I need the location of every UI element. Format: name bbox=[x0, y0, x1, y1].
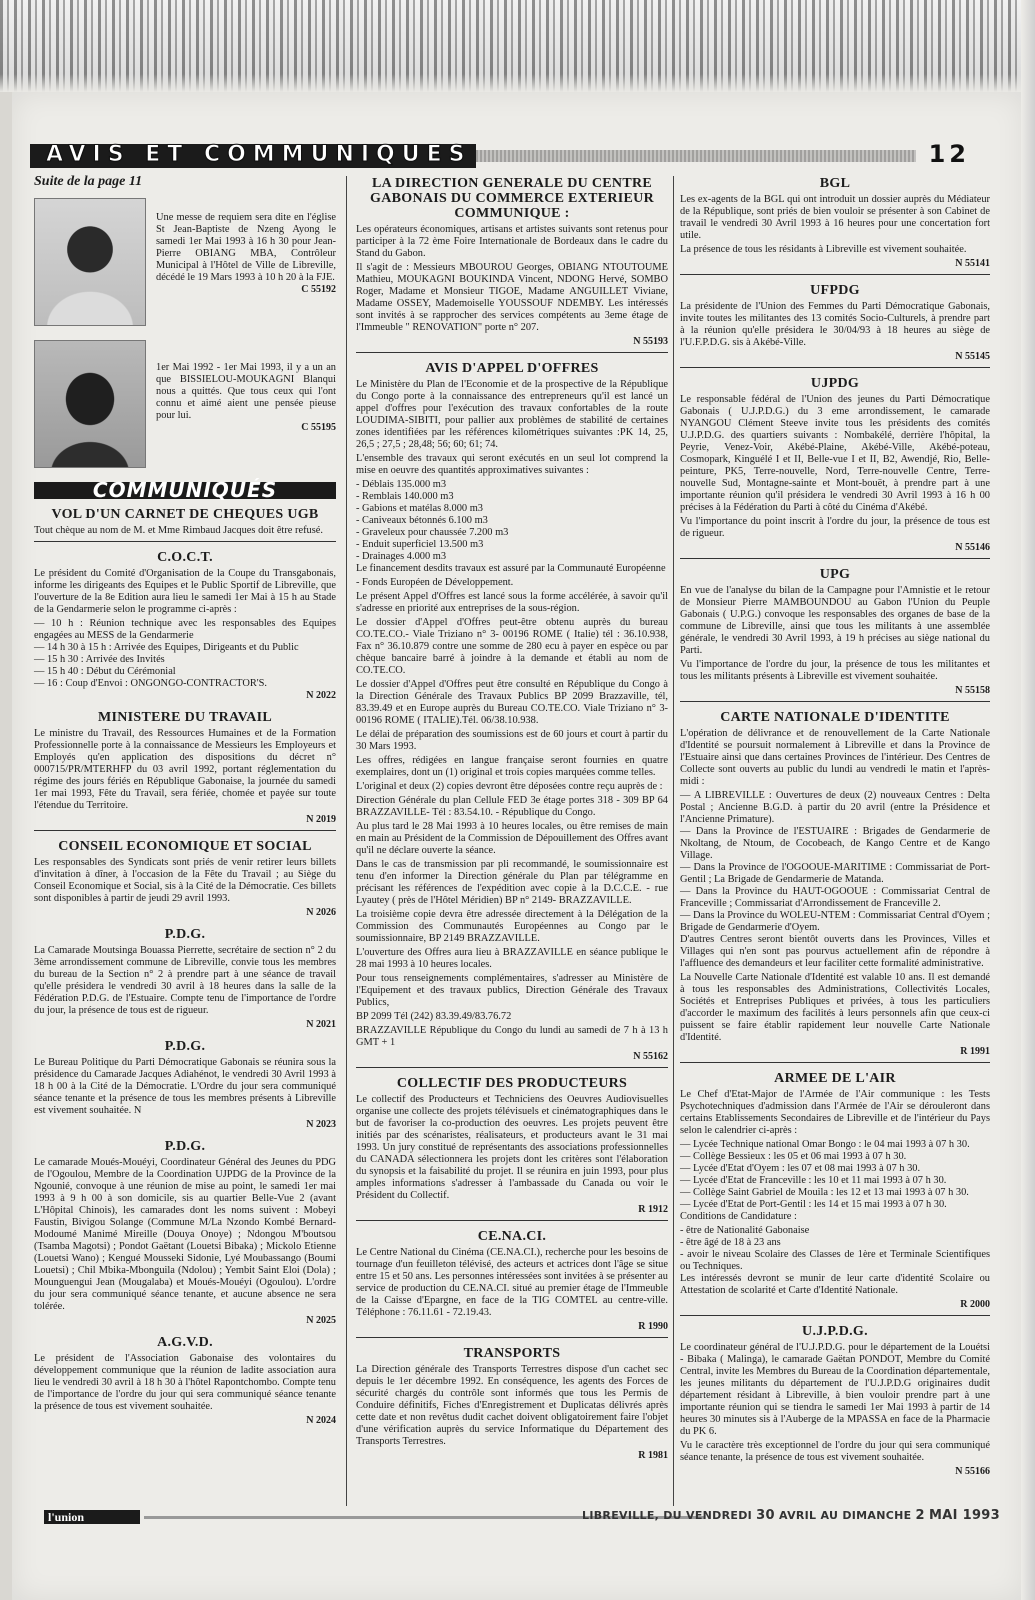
column-2 bbox=[356, 176, 668, 1462]
list-item: — 15 h 40 : Début du Cérémonial bbox=[34, 666, 176, 677]
list-item: — Lycée d'Etat d'Oyem : les 07 et 08 mai 1993 à 07 h 30. bbox=[680, 1163, 921, 1174]
ad-ref: N 2023 bbox=[306, 1119, 336, 1130]
list-item: — Dans la Province du WOLEU-NTEM : Commissariat Central d'Oyem ; Brigade de Gendarmerie d'Oyem. bbox=[680, 910, 990, 933]
notice-text: L'ouverture des Offres aura lieu à BRAZZAVILLE en séance publique le 28 mai 1993 à 10 heures locales. bbox=[356, 947, 668, 970]
notice-text: L'ensemble des travaux qui seront exécutés en un seul lot comprend la mise en oeuvre des quantités approximatives suivantes : bbox=[356, 453, 668, 476]
list-item: — 10 h : Réunion technique avec les responsables des Equipes engagées au MESS de la Gendarmerie bbox=[34, 618, 336, 641]
divider bbox=[680, 701, 990, 702]
ad-ref: N 2024 bbox=[306, 1415, 336, 1426]
list-item: — 16 : Coup d'Envoi : ONGONGO-CONTRACTOR'S. bbox=[34, 678, 268, 689]
notice-title: P.D.G. bbox=[164, 1139, 206, 1154]
notice-text: D'autres Centres seront bientôt ouverts dans les Provinces, Villes et Villages qui n'en sont pas pourvus actuellement afin de répondre à l'affluence des demandeurs et leur faciliter cette formalité administrative. bbox=[680, 934, 990, 969]
notice-text: - Fonds Européen de Développement. bbox=[356, 577, 514, 588]
list-item: - avoir le niveau Scolaire des Classes de 1ère et Terminale Scientifiques ou Techniques. bbox=[680, 1249, 990, 1272]
list-item: — Lycée d'Etat de Port-Gentil : les 14 et 15 mai 1993 à 07 h 30. bbox=[680, 1199, 947, 1210]
list-item: - Déblais 135.000 m3 bbox=[356, 479, 447, 490]
divider bbox=[680, 1315, 990, 1316]
notice-text: Les ex-agents de la BGL qui ont introduit un dossier auprès du Médiateur de la République, sont priés de bien vouloir se présenter à son Cabinet de travail le vendredi 30 Avril 1993 à 16 heures pour une concertation fort utile. bbox=[680, 194, 990, 241]
notice-title: LA DIRECTION GENERALE DU CENTRE GABONAIS DU COMMERCE EXTERIEUR COMMUNIQUE : bbox=[370, 176, 654, 221]
list-item: — 14 h 30 à 15 h : Arrivée des Equipes, Dirigeants et du Public bbox=[34, 642, 299, 653]
notice-text: Le Bureau Politique du Parti Démocratique Gabonais se réunira sous la présidence du Camarade Jacques Adiahénot, le vendredi 30 Avril 1993 à 18 h 00 à la Cité de la Démocratie. L'Ordre du jour sera communiqué séance tenante et la présence de tous les membres présents à Libreville est vivement souhaitée. N bbox=[34, 1057, 336, 1116]
list-item: — Dans la Province du HAUT-OGOOUE : Commissariat Central de Franceville ; Commissariat d'Arrondissement de Franceville 2. bbox=[680, 886, 990, 909]
page-footer bbox=[44, 1510, 1000, 1524]
notice-text: Tout chèque au nom de M. et Mme Rimbaud Jacques doit être refusé. bbox=[34, 525, 323, 536]
header-rule bbox=[476, 150, 916, 162]
notice-text: Pour tous renseignements complémentaires, s'adresser au Ministère de l'Equipement et des travaux publics, Direction Générale des Travaux Publics, bbox=[356, 973, 668, 1008]
list-item: — Dans la Province de l'ESTUAIRE : Brigades de Gendarmerie de Nkoltang, de Ntoum, de Cocobeach, de Kango Centre et de Kango Village. bbox=[680, 826, 990, 861]
scan-edge bbox=[1021, 0, 1035, 1600]
notice-text: Conditions de Candidature : bbox=[680, 1211, 797, 1222]
ad-ref: C 55192 bbox=[301, 284, 336, 295]
ad-ref: N 2022 bbox=[306, 690, 336, 701]
ad-ref: N 55146 bbox=[955, 542, 990, 553]
divider bbox=[680, 558, 990, 559]
notice-title: UPG bbox=[819, 567, 851, 582]
list-item: - Remblais 140.000 m3 bbox=[356, 491, 454, 502]
ad-ref: N 2019 bbox=[306, 814, 336, 825]
ad-ref: N 2026 bbox=[306, 907, 336, 918]
page-header bbox=[30, 140, 970, 168]
notice-text: BP 2099 Tél (242) 83.39.49/83.76.72 bbox=[356, 1011, 512, 1022]
ad-ref: N 55158 bbox=[955, 685, 990, 696]
notice-text: Les opérateurs économiques, artisans et artistes suivants sont retenus pour participer à la 72 ème Foire Internationale de Bordeaux dans le cadre du Stand du Gabon. bbox=[356, 224, 668, 259]
list-item: - Caniveaux bétonnés 6.100 m3 bbox=[356, 515, 488, 526]
list-item: — Lycée Technique national Omar Bongo : le 04 mai 1993 à 07 h 30. bbox=[680, 1139, 970, 1150]
list-item: — A LIBREVILLE : Ouvertures de deux (2) nouveaux Centres : Delta Postal ; Ancienne B.G.D. à partir du 20 avril (entre la Présidence et l'Ancienne Primature). bbox=[680, 790, 990, 825]
ad-ref: C 55195 bbox=[301, 422, 336, 433]
notice-text: BRAZZAVILLE République du Congo du lundi au samedi de 7 h à 13 h GMT + 1 bbox=[356, 1025, 668, 1048]
ad-ref: N 2021 bbox=[306, 1019, 336, 1030]
communiques-banner: COMMUNIQUÉS bbox=[34, 482, 336, 499]
notice-text: Le dossier d'Appel d'Offres peut-être obtenu auprès du bureau CO.TE.CO.- Viale Triziano n° 3- 00196 ROME ( Italie) tél : 36.10.938, Fax n° 36.10.879 contre une somme de 280 ecu à payer en espèce ou par chèque bancaire barré à joindre à la demande et établi au nom de CO.TE.CO. bbox=[356, 617, 668, 676]
ad-ref: R 2000 bbox=[960, 1299, 990, 1310]
notice-text: Le coordinateur général de l'U.J.P.D.G. pour le département de la Louétsi - Bibaka ( Malinga), le camarade Gaëtan PONDOT, Membre du Comité Central, invite les Membres du Bureau de la Coordination départementale, les jeunes militants du département de l'U.J.P.D.G originaires dudit département résidant à Libreville, à bien vouloir prendre part à une importante réunion qui se tiendra le samedi 1er Mai 1993 à partir de 14 heures 30 minutes sis à l'Auberge de la MPASSA en face de la Pharmacie du PK 6. bbox=[680, 1342, 990, 1437]
divider bbox=[680, 274, 990, 275]
section-title: AVIS ET COMMUNIQUES bbox=[46, 142, 472, 167]
page-number: 12 bbox=[928, 140, 970, 168]
newspaper-logo: l'union bbox=[44, 1510, 140, 1524]
notice-text: Le Centre National du Cinéma (CE.NA.CI.), recherche pour les besoins de tournage d'un feuilleton télévisé, des acteurs et actrices dont l'âge se situe entre 15 et 50 ans. Les personnes intéressées sont invitées à se présenter au service de production du CE.NA.CI. situé au premier étage de l'Immeuble de la Caisse d'Epargne, en face de la TIG COMTEL au centre-ville. Téléphone : 76.11.61 - 72.19.43. bbox=[356, 1247, 668, 1318]
divider bbox=[356, 1337, 668, 1338]
notice-text: Le président du Comité d'Organisation de la Coupe du Transgabonais, informe les dirigeants des Equipes et le Public Sportif de Libreville, que l'ouverture de la 8e Edition aura lieu le samedi 1er Mai à 15 h au Stade de la Gendarmerie selon le programme ci-après : bbox=[34, 568, 336, 615]
notice-title: TRANSPORTS bbox=[463, 1346, 561, 1361]
notice-text: Le Ministère du Plan de l'Economie et de la prospective de la République du Congo porte à la connaissance des entrepreneurs qu'il est lancé un appel d'offres pour l'exécution des travaux confortables de la route LOUDIMA-SIBITI, pour pallier aux problèmes de stabilité de certaines zones identifiées par les références kilométriques suivantes :PK 14, 25, 26,5 ; 27,5 ; 28,48; 56; 60; 61; 74. bbox=[356, 379, 668, 450]
list-item: - Enduit superficiel 13.500 m3 bbox=[356, 539, 484, 550]
notice-title: CARTE NATIONALE D'IDENTITE bbox=[720, 710, 950, 725]
column-divider bbox=[346, 176, 347, 1506]
list-item: - Gabions et matélas 8.000 m3 bbox=[356, 503, 483, 514]
divider bbox=[34, 541, 336, 542]
notice-text: Les responsables des Syndicats sont priés de venir retirer leurs billets d'invitation à dîner, à l'occasion de la Fête du Travail ; au Siège du Conseil Economique et Social, sis à la Cité de la Démocratie. Ces billets sont disponibles à partir de jeudi 29 avril 1993. bbox=[34, 857, 336, 904]
notice-text: L'opération de délivrance et de renouvellement de la Carte Nationale d'Identité se poursuit normalement à Libreville et dans la Province de l'Estuaire ainsi que dans certaines Provinces de l'intérieur. Des Centres de Collecte sont ouverts au public du lundi au vendredi le matin et l'après-midi : bbox=[680, 728, 990, 787]
notice-text: En vue de l'analyse du bilan de la Campagne pour l'Amnistie et le retour de Monsieur Pierre MAMBOUNDOU au Gabon l'Union du Peuple Gabonais ( U.P.G.) convoque les responsables des organes de base de la commune de Libreville, ainsi que tous les militants à une assemblée générale, le vendredi 30 Avril 1993, à 19 h précises au siège national du Parti. bbox=[680, 585, 990, 656]
ad-ref: N 55193 bbox=[633, 336, 668, 347]
notice-title: CONSEIL ECONOMIQUE ET SOCIAL bbox=[58, 839, 312, 854]
notice-text: Les offres, rédigées en langue française seront fournies en quatre exemplaires, dont un (1) original et trois copies marquées comme telles. bbox=[356, 755, 668, 778]
date-prefix: LIBREVILLE, DU VENDREDI bbox=[582, 1509, 753, 1522]
list-item: — Collège Bessieux : les 05 et 06 mai 1993 à 07 h 30. bbox=[680, 1151, 907, 1162]
divider bbox=[34, 830, 336, 831]
ad-ref: N 55145 bbox=[955, 351, 990, 362]
column-1 bbox=[34, 176, 336, 1427]
notice-text: La présidente de l'Union des Femmes du Parti Démocratique Gabonais, invite toutes les militantes des 13 comités Socio-Culturels, à prendre part à la réunion qu'elle présidera le 30/04/93 à 18 heures au siège de l'U.F.P.D.G. sis à Akébé-Ville. bbox=[680, 301, 990, 348]
list-item: - Drainages 4.000 m3 bbox=[356, 551, 447, 562]
notice-title: A.G.V.D. bbox=[157, 1335, 213, 1350]
notice-title: BGL bbox=[819, 176, 851, 191]
ad-ref: R 1912 bbox=[638, 1204, 668, 1215]
notice-title: P.D.G. bbox=[164, 1039, 206, 1054]
notice-text: Vu le caractère très exceptionnel de l'ordre du jour qui sera communiqué séance tenante, la présence de tous est vivement souhaitée. bbox=[680, 1440, 990, 1463]
date-day1: 30 bbox=[756, 1508, 775, 1523]
notice-title: U.J.P.D.G. bbox=[802, 1324, 868, 1339]
notice-text: La Direction générale des Transports Terrestres dispose d'un cachet sec depuis le 1er décembre 1992. En conséquence, les agents des Forces de sécurité chargés du contrôle sont informés que tous les Permis de Conduire définitifs, Fiches d'Enregistrement et Duplicatas délivrés après cette date et non revêtus dudit cachet doivent obligatoirement faire l'objet d'une vérification auprès du service Informatique du Département des Transports Terrestres. bbox=[356, 1364, 668, 1447]
notice-text: Dans le cas de transmission par pli recommandé, le soumissionnaire est tenu d'en informer la Direction générale du Plan par télégramme en précisant les références de l'expédition avec copie à la D.C.C.E. - rue Lyautey ( près de l'Hôtel Méridien) BP n° 2149- BRAZZAVILLE. bbox=[356, 859, 668, 906]
notice-text: La troisième copie devra être adressée directement à la Délégation de la Commission des Communautés Européennes au Congo par le soumissionnaire, BP 2149 BRAZZAVILLE. bbox=[356, 909, 668, 944]
notice-title: COLLECTIF DES PRODUCTEURS bbox=[396, 1076, 628, 1091]
notice-text: Le Chef d'Etat-Major de l'Armée de l'Air communique : les Tests Psychotechniques d'admission dans l'Armée de l'Air se dérouleront dans certains Etablissements Secondaires de Libreville et de l'intérieur du Pays selon le calendrier ci-après : bbox=[680, 1089, 990, 1136]
divider bbox=[680, 367, 990, 368]
scan-margin bbox=[0, 0, 1035, 92]
notice-title: CE.NA.CI. bbox=[477, 1229, 547, 1244]
column-divider bbox=[673, 176, 674, 1506]
notice-text: Vu l'importance du point inscrit à l'ordre du jour, la présence de tous est de rigueur. bbox=[680, 516, 990, 539]
ad-ref: R 1981 bbox=[638, 1450, 668, 1461]
date-day2: 2 bbox=[915, 1508, 925, 1523]
notice-text: La Nouvelle Carte Nationale d'Identité est valable 10 ans. Il est demandé à tous les responsables des Administrations, Collectivités Locales, Sociétés et Entreprises Publiques et privées, à tous les particuliers d'accorder le maximum des facilités à leurs personnels afin que ceux-ci puissent se faire établir rapidement leur nouvelle Carte Nationale d'Identité. bbox=[680, 972, 990, 1043]
notice-text: Les intéressés devront se munir de leur carte d'identité Scolaire ou Attestation de scolarité et Carte d'Identité Nationale. bbox=[680, 1273, 990, 1296]
ad-ref: N 55162 bbox=[633, 1051, 668, 1062]
list-item: — Dans la Province de l'OGOOUE-MARITIME : Commissariat de Port-Gentil ; La Brigade de Gendarmerie de Matanda. bbox=[680, 862, 990, 885]
divider bbox=[356, 352, 668, 353]
list-item: — Lycée d'Etat de Franceville : les 10 et 11 mai 1993 à 07 h 30. bbox=[680, 1175, 947, 1186]
notice-title: ARMEE DE L'AIR bbox=[774, 1071, 896, 1086]
notice-text: Le responsable fédéral de l'Union des jeunes du Parti Démocratique Gabonais ( U.J.P.D.G.) du 3 eme arrondissement, le camarade NYANGOU Clément Steeve invite tous les présidents des comités U.J.P.D.G. des quartiers suivants : Nombakélé, derrière l'hôpital, la Peyrie, Venez-Voir, Akébé-Plaine, Akébé-Ville, Akébé-poteau, Cosmopark, Kinguélé I et II, Belle-vue I et II, B2, Awendjé, Rio, Belle-peinture, PK5, Terre-nouvelle, Nord, Terre-nouvelle Centre, Terre-nouvelle Sud, Montagne-sainte et Mont-bouët, à prendre part à une importante réunion qu'il présidera le vendredi 30 Avril 1993 à 16 h 00 précises à la Fédération du Parti à côté du Cinéma d'Akébé. bbox=[680, 394, 990, 513]
notice-text: Le camarade Moués-Mouéyi, Coordinateur Général des Jeunes du PDG de l'Ogoulou, Membre de la Coordination UJPDG de la Province de la Ngounié, convoque à une réunion de mise au point, le samedi 1er mai 1993 à 9 h 00 à son domicile, sis au quartier Belle-Vue 2 (avant L'Hôpital Chinois), les camarades dont les noms suivent : Mobeyi Faustin, Bivigou Solange (Commune M/La Nzondo Kombé Bernard-Modoumé Manimé Mireille (Douya Onoye) ; Ndongou M'boutsou (Tsamba Magotsi) ; Pondot Gaëtant (Louetsi Bibaka) ; Mickolo Etienne (Louetsi Wano) ; Kengué Mousseki Sidonie, Lyé Moubassango (Boumi Louetsi) ; Chil Mbika-Mbonguila (Ndolou) ; Yembit Saint Eloi (Dola) ; Mounguengui Jean (Mougalaba) et Moués-Mouéyi (Ogoulou). L'ordre du jour sera communiqué séance tenante, et aucune absence ne sera tolérée. bbox=[34, 1157, 336, 1312]
obituary-text: Une messe de requiem sera dite en l'église St Jean-Baptiste de Nzeng Ayong le samedi 1er Mai 1993 à 16 h 30 pour Jean-Pierre OBIANG MBA, Contrôleur Municipal à l'Hôtel de Ville de Libreville, décédé le 19 Mars 1993 à 10 h 20 à la FJE. bbox=[156, 212, 336, 283]
notice-text: La Camarade Moutsinga Bouassa Pierrette, secrétaire de section n° 2 du 3ème arrondissement commune de Libreville, convie tous les membres du bureau de la Section n° 2 à prendre part à une séance de travail qu'elle présidera le vendredi 30 avril à 18 heures dans la salle de la Fédération P.D.G. de l'Estuaire. Compte tenu de l'importance de l'ordre du jour, la présence de tous est de rigueur. bbox=[34, 945, 336, 1016]
portrait-photo bbox=[34, 198, 146, 326]
notice-text: L'original et deux (2) copies devront être déposées contre reçu auprès de : bbox=[356, 781, 663, 792]
list-item: — 15 h 30 : Arrivée des Invités bbox=[34, 654, 165, 665]
notice-text: Il s'agit de : Messieurs MBOUROU Georges, OBIANG NTOUTOUME Mathieu, MOUKAGNI BOUKINDA Vincent, NDONG Hervé, SOMBO Roger, Madame et Monsieur TIGOE, Madame ANGUILLET Viviane, Madame OSSEY, Mademoiselle YOUSSOUF NDEMBY. Les intéressés sont invités à se rapprocher des services compétents au 3eme étage de l'Immeuble " RENOVATION" porte n° 207. bbox=[356, 262, 668, 333]
notice-title: P.D.G. bbox=[164, 927, 206, 942]
divider bbox=[680, 1062, 990, 1063]
notice-title: UJPDG bbox=[810, 376, 860, 391]
issue-date bbox=[582, 1508, 1000, 1523]
ad-ref: N 2025 bbox=[306, 1315, 336, 1326]
obituary-2 bbox=[34, 340, 336, 468]
notice-title: C.O.C.T. bbox=[157, 550, 213, 565]
notice-text: Le président de l'Association Gabonaise des volontaires du développement communique que la réunion de ladite association aura lieu le vendredi 30 avril à 18 h 30 à l'hôtel Rapontchombo. Compte tenu de l'importance de l'ordre du jour qui sera communiqué séance tenante la présence de tous est vivement souhaitée. bbox=[34, 1353, 336, 1412]
notice-title: VOL D'UN CARNET DE CHEQUES UGB bbox=[51, 507, 319, 522]
obituary-1 bbox=[34, 198, 336, 326]
notice-text: Vu l'importance de l'ordre du jour, la présence de tous les militantes et tous les militants présents à Libreville est vivement souhaitée. bbox=[680, 659, 990, 682]
notice-title: UFPDG bbox=[810, 283, 860, 298]
divider bbox=[356, 1067, 668, 1068]
notice-text: La présence de tous les résidants à Libreville est vivement souhaitée. bbox=[680, 244, 967, 255]
notice-title: AVIS D'APPEL D'OFFRES bbox=[425, 361, 599, 376]
list-item: - être âgé de 18 à 23 ans bbox=[680, 1237, 781, 1248]
portrait-photo bbox=[34, 340, 146, 468]
notice-text: Le ministre du Travail, des Ressources Humaines et de la Formation Professionnelle porte à la connaissance de Messieurs les Employeurs et Employés qu'en application des dispositions du décret n° 000715/PR/MTERHFP du 03 avril 1992, portant réglementation du régime des jours fériés en République Gabonaise, la journée du samedi 1er mai 1993, Fête du Travail, sera fériée, chomée et payée sur toute l'étendue du Territoire. bbox=[34, 728, 336, 811]
obituary-text: 1er Mai 1992 - 1er Mai 1993, il y a un an que BISSIELOU-MOUKAGNI Blanqui nous a quittés. Que tous ceux qui l'ont connu et aimé aient une pensée pieuse pour lui. bbox=[156, 362, 336, 421]
continued-label: Suite de la page 11 bbox=[34, 174, 143, 189]
notice-text: Le financement desdits travaux est assuré par la Communauté Européenne bbox=[356, 563, 666, 574]
notice-text: Le dossier d'Appel d'Offres peut être consulté en République du Congo à la Direction Générale des Travaux Publics BP 2099 Brazzaville, tél, 83.39.49 et en Europe auprès du Bureau CO.TE.CO. Viale Triziano n° 3-00196 ROME ( ITALIE).Tél. 06/38.10.938. bbox=[356, 679, 668, 726]
notice-text: Au plus tard le 28 Mai 1993 à 10 heures locales, ou être remises de main en main au Président de la Commission de Dépouillement des Offres avant qu'il ne déclare ouverte la séance. bbox=[356, 821, 668, 856]
divider bbox=[356, 1220, 668, 1221]
column-3 bbox=[680, 176, 990, 1478]
ad-ref: N 55166 bbox=[955, 1466, 990, 1477]
notice-text: Le délai de préparation des soumissions est de 60 jours et court à partir du 30 Mars 1993. bbox=[356, 729, 668, 752]
ad-ref: R 1991 bbox=[960, 1046, 990, 1057]
list-item: - être de Nationalité Gabonaise bbox=[680, 1225, 810, 1236]
ad-ref: R 1990 bbox=[638, 1321, 668, 1332]
date-month2: MAI 1993 bbox=[929, 1508, 1000, 1523]
list-item: - Graveleux pour chaussée 7.200 m3 bbox=[356, 527, 509, 538]
notice-text: Le présent Appel d'Offres est lancé sous la forme accélérée, à savoir qu'il s'adresse en priorité aux entreprises de la sous-région. bbox=[356, 591, 668, 614]
list-item: — Collège Saint Gabriel de Mouila : les 12 et 13 mai 1993 à 07 h 30. bbox=[680, 1187, 969, 1198]
notice-text: Le collectif des Producteurs et Techniciens des Oeuvres Audiovisuelles organise une collecte des projets télévisuels et cinématographiques dans le but de favoriser la co-production des oeuvres. Les projets peuvent être initiés par des scénaristes, réalisateurs, et producteurs avant le 31 mai 1993. Un jury constitué de représentants des associations professionnelles du CANADA sélectionnera les projets dont les critères sont l'élaboration du synopsis et la faisabilité du projet. Il se réunira en juin 1993, pour plus amples informations s'adresser à l'ambassade du Canada ou voir le Président du Collectif. bbox=[356, 1094, 668, 1201]
ad-ref: N 55141 bbox=[955, 258, 990, 269]
date-month1: AVRIL AU DIMANCHE bbox=[779, 1509, 912, 1522]
notice-text: Direction Générale du plan Cellule FED 3e étage portes 318 - 309 BP 64 BRAZZAVILLE- Tél : 83.54.10. - République du Congo. bbox=[356, 795, 668, 818]
notice-title: MINISTERE DU TRAVAIL bbox=[97, 710, 273, 725]
